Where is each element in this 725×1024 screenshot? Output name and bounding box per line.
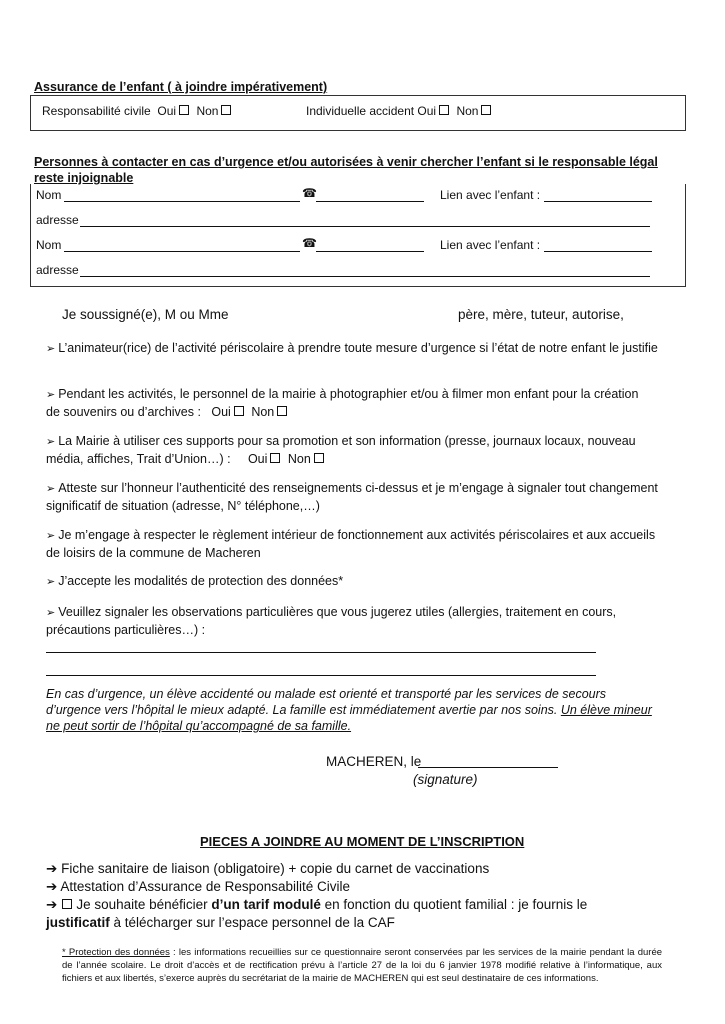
contact2-nom-field[interactable] [64, 251, 300, 252]
rc-non-checkbox[interactable] [221, 105, 231, 115]
pieces-item-3-c: en fonction du quotient familial : je fournis le [320, 897, 588, 912]
pieces-item-2 [46, 878, 686, 896]
auth-item-6 [46, 573, 666, 591]
contact1-nom-field[interactable] [64, 201, 300, 202]
auth-item-1 [46, 340, 666, 358]
ia-non-label: Non [456, 104, 479, 118]
contact1-adresse-label: adresse [36, 213, 79, 227]
emergency-note [46, 686, 656, 734]
auth-item-4-text: Atteste sur l’honneur l’authenticité des renseignements ci-dessus et je m’engage à signaler tout changement significatif de situation (adresse, N° téléphone,…) [46, 481, 658, 513]
auth-item-3-text2: média, affiches, Trait d’Union…) : [46, 451, 231, 466]
ia-oui-label: Oui [417, 104, 437, 118]
photo-oui-checkbox[interactable] [234, 406, 244, 416]
contact1-adresse-field[interactable] [80, 226, 650, 227]
media-non-checkbox[interactable] [314, 453, 324, 463]
auth-item-7-text: Veuillez signaler les observations particulières que vous jugerez utiles (allergies, traitement en cours, précautions particulières…) : [46, 605, 617, 637]
photo-non-checkbox[interactable] [277, 406, 287, 416]
emergency-note-text: En cas d’urgence, un élève accidenté ou malade est orienté et transporté par les services de secours d’urgence vers l’hôpital le mieux adapté. La famille est immédiatement avertie par nos soins. [46, 687, 607, 717]
pieces-item-3 [46, 896, 686, 931]
observations-line-1[interactable] [46, 652, 596, 653]
auth-item-4 [46, 480, 666, 514]
auth-item-6-text: J’accepte les modalités de protection des données* [58, 574, 344, 588]
auth-item-3-text: La Mairie à utiliser ces supports pour sa promotion et son information (presse, journaux locaux, nouveau [58, 434, 636, 448]
ia-label: Individuelle accident [306, 104, 415, 118]
arrowhead-icon: ➢ [46, 530, 56, 542]
ia-row [306, 103, 495, 119]
phone-icon: ☎ [302, 186, 317, 200]
contacts-box [30, 184, 686, 287]
contact2-phone-field[interactable] [316, 251, 424, 252]
footnote [62, 946, 662, 985]
contacts-title-line1: Personnes à contacter en cas d’urgence et/ou autorisées à venir chercher l’enfant si le responsable légal [34, 155, 658, 169]
arrowhead-icon: ➢ [46, 389, 56, 401]
arrow-right-icon: ➔ [46, 879, 58, 894]
arrowhead-icon: ➢ [46, 607, 56, 619]
contacts-title-line2: reste injoignable [34, 171, 134, 185]
phone-icon: ☎ [302, 236, 317, 250]
intro-left: Je soussigné(e), M ou Mme [62, 307, 229, 322]
rc-label: Responsabilité civile [42, 104, 151, 118]
auth-item-2-text: Pendant les activités, le personnel de la mairie à photographier et/ou à filmer mon enfant pour la création [58, 387, 639, 401]
arrowhead-icon: ➢ [46, 436, 56, 448]
auth-item-7 [46, 604, 666, 638]
photo-oui-label: Oui [211, 404, 231, 419]
signature-label: (signature) [413, 772, 478, 787]
pieces-item-3-a: Je souhaite bénéficier [76, 897, 212, 912]
photo-non-label: Non [251, 404, 275, 419]
emergency-note-underlined: Un élève mineur ne peut sortir de l’hôpital qu’accompagné de sa famille. [46, 703, 652, 733]
ia-non-checkbox[interactable] [481, 105, 491, 115]
pieces-item-3-d: justificatif [46, 914, 110, 930]
auth-item-5 [46, 527, 666, 561]
footnote-text: : les informations recueillies sur ce questionnaire seront conservées par les services de la mairie pendant la durée de l’année scolaire. Le droit d’accès et de rectification prévu à l’article 27 de la loi du 6 janvier 1978 modifié relative à l’informatique, aux fichiers et aux libertés, s’exerce auprès du secrétariat de la mairie de MACHEREN qui est seul destinataire de ces informations. [62, 947, 663, 984]
contact2-nom-label: Nom [36, 238, 62, 252]
footnote-title: * Protection des données [62, 947, 170, 958]
pieces-item-3-b: d’un tarif modulé [211, 897, 321, 912]
rc-row [42, 103, 235, 119]
contact2-lien-label: Lien avec l’enfant : [440, 238, 541, 252]
intro-right: père, mère, tuteur, autorise, [458, 307, 624, 322]
signature-date-field[interactable] [418, 767, 558, 768]
observations-line-2[interactable] [46, 675, 596, 676]
arrowhead-icon: ➢ [46, 343, 56, 355]
ia-oui-checkbox[interactable] [439, 105, 449, 115]
signature-place: MACHEREN, le [326, 754, 422, 769]
pieces-item-2-text: Attestation d’Assurance de Responsabilité Civile [60, 879, 350, 894]
arrowhead-icon: ➢ [46, 483, 56, 495]
arrowhead-icon: ➢ [46, 576, 56, 588]
tarif-checkbox[interactable] [62, 899, 72, 909]
media-oui-checkbox[interactable] [270, 453, 280, 463]
contact2-lien-field[interactable] [544, 251, 652, 252]
auth-item-1-text: L’animateur(rice) de l’activité périscolaire à prendre toute mesure d’urgence si l’état de notre enfant le justifie [58, 341, 658, 355]
auth-item-3 [46, 433, 666, 467]
media-non-label: Non [287, 451, 311, 466]
rc-non-label: Non [196, 104, 219, 118]
pieces-item-1 [46, 860, 686, 878]
contact1-lien-label: Lien avec l’enfant : [440, 188, 541, 202]
insurance-title: Assurance de l’enfant ( à joindre impérativement) [34, 80, 328, 94]
arrow-right-icon: ➔ [46, 897, 58, 912]
pieces-title: PIECES A JOINDRE AU MOMENT DE L’INSCRIPTION [200, 834, 525, 849]
auth-item-2-text2: de souvenirs ou d’archives : [46, 404, 201, 419]
auth-item-2 [46, 386, 666, 420]
arrow-right-icon: ➔ [46, 861, 58, 876]
contact1-nom-label: Nom [36, 188, 62, 202]
contact1-phone-field[interactable] [316, 201, 424, 202]
pieces-item-3-e: à télécharger sur l’espace personnel de la CAF [109, 914, 395, 930]
auth-item-5-text: Je m’engage à respecter le règlement intérieur de fonctionnement aux activités périscolaires et aux accueils de loisirs de la commune de Macheren [46, 528, 656, 560]
contact2-adresse-field[interactable] [80, 276, 650, 277]
pieces-item-1-text: Fiche sanitaire de liaison (obligatoire) + copie du carnet de vaccinations [61, 861, 490, 876]
contact2-adresse-label: adresse [36, 263, 79, 277]
media-oui-label: Oui [247, 451, 268, 466]
rc-oui-checkbox[interactable] [179, 105, 189, 115]
rc-oui-label: Oui [157, 104, 177, 118]
contact1-lien-field[interactable] [544, 201, 652, 202]
